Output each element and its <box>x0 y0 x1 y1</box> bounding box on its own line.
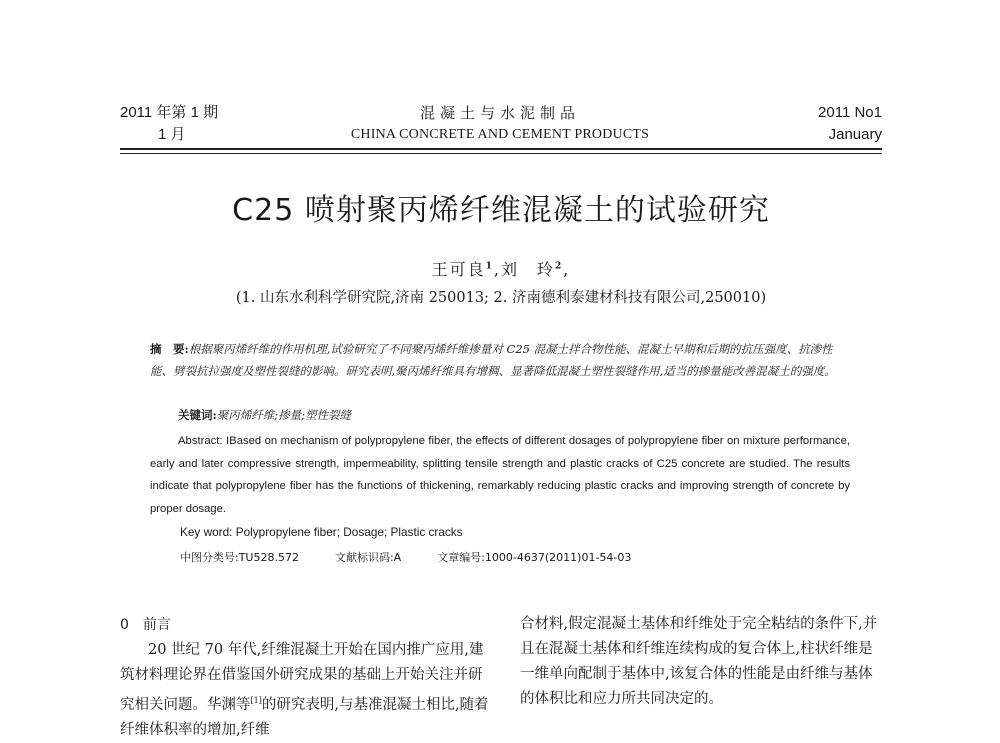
paragraph <box>120 638 492 743</box>
author-1-affil-mark: 1 <box>485 261 494 272</box>
issue-info-en <box>818 102 882 146</box>
abstract-en-text: IBased on mechanism of polypropylene fiber, the effects of different dosages of polypropylene fiber on mixture performance, early and later compressive strength, impermeability, splitting tensile strength and plastic cracks of C25 concrete are studied. The results indicate that polypropylene fiber has the functions of thickening, remarkably reducing plastic cracks and improving strength of concrete by proper dosage. <box>150 435 851 515</box>
author-2-affil-mark: 2 <box>555 261 564 272</box>
keywords-cn <box>178 407 351 423</box>
issue-month-en: January <box>828 126 882 143</box>
article-number: 文章编号:1000-4637(2011)01-54-03 <box>437 551 632 564</box>
abstract-cn-label: 摘 要: <box>150 342 189 356</box>
keywords-en-text: Polypropylene fiber; Dosage; Plastic cracks <box>235 525 463 539</box>
issue-year-number-en: 2011 No1 <box>818 104 882 121</box>
abstract-cn <box>150 338 850 382</box>
abstract-cn-text: 根据聚丙烯纤维的作用机理,试验研究了不同聚丙烯纤维掺量对 C25 混凝土拌合物性能、混凝土早期和后期的抗压强度、抗渗性能、劈裂抗拉强度及塑性裂缝的影响。研究表明,聚丙烯纤维具有增稠、显著降低混凝土塑性裂缝作用,适当的掺量能改善混凝土的强度。 <box>150 342 836 378</box>
body-column-left <box>120 638 492 743</box>
clc-number: 中图分类号:TU528.572 <box>180 551 299 564</box>
journal-name <box>300 102 700 146</box>
abstract-en-label: Abstract: <box>178 435 223 447</box>
keywords-en <box>180 525 463 539</box>
keywords-cn-label: 关键词: <box>178 408 217 422</box>
header-rule-thin <box>120 153 882 154</box>
paper-title: C25 喷射聚丙烯纤维混凝土的试验研究 <box>232 193 770 228</box>
section-number: 0 <box>120 617 129 633</box>
keywords-cn-text: 聚丙烯纤维;掺量;塑性裂缝 <box>216 408 351 422</box>
body-column-right <box>520 612 885 712</box>
journal-name-cn: 混凝土与水泥制品 <box>419 104 580 122</box>
author-line: 王可良$^1$,刘 玲$^2$, <box>431 260 571 279</box>
header-rule-thick <box>120 148 882 150</box>
section-heading <box>120 614 171 634</box>
section-title: 前言 <box>142 617 171 633</box>
keywords-en-label: Key word: <box>180 525 233 539</box>
author-2: 刘 玲 <box>501 260 556 279</box>
issue-year-number: 2011 年第 1 期 <box>120 104 219 121</box>
issue-info <box>120 102 218 146</box>
issue-month: 1 月 <box>158 126 186 143</box>
paragraph-text-b: 的研究表明,与基准混凝土相比,随着纤维体积率的增加,纤维 <box>120 696 489 738</box>
citation-ref: [1] <box>250 696 262 705</box>
classification-line <box>180 549 667 565</box>
affiliations: (1. 山东水利科学研究院,济南 250013; 2. 济南德利泰建材科技有限公司,250010) <box>235 290 767 306</box>
journal-name-en: CHINA CONCRETE AND CEMENT PRODUCTS <box>350 127 650 142</box>
author-1: 王可良 <box>431 260 486 279</box>
paragraph-continued: 合材料,假定混凝土基体和纤维处于完全粘结的条件下,并且在混凝土基体和纤维连续构成的复合体上,柱状纤维是一维单向配制于基体中,该复合体的性能是由纤维与基体的体积比和应力所共同决定的。 <box>520 616 878 707</box>
paragraph-text-a: 20 世纪 70 年代,纤维混凝土开始在国内推广应用,建筑材料理论界在借鉴国外研究成果的基础上开始关注并研究相关问题。华渊等 <box>120 642 484 713</box>
document-code: 文献标识码:A <box>334 551 402 564</box>
abstract-en <box>150 430 850 520</box>
